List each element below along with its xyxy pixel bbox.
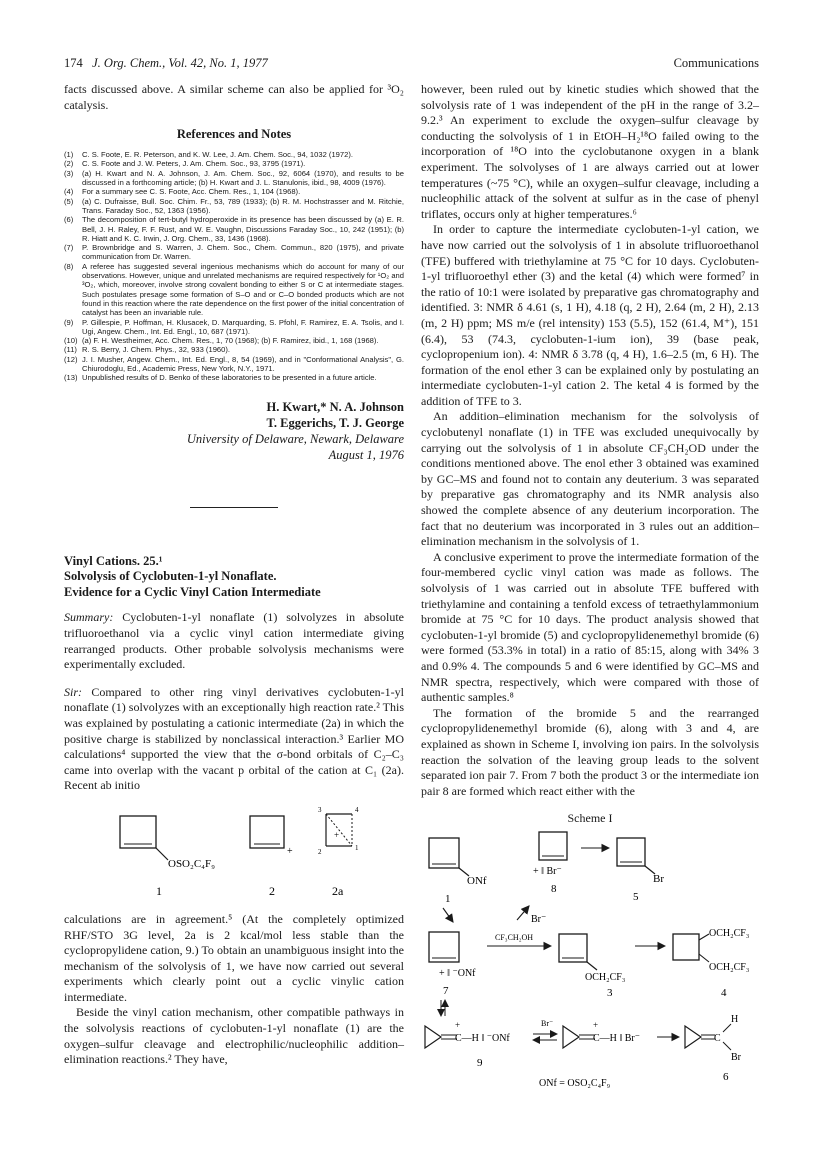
scheme-title: Scheme I — [567, 811, 613, 826]
article-title: Vinyl Cations. 25.¹ Solvolysis of Cyclobuten-1-yl Nonaflate. Evidence for a Cyclic Vinyl Cation Intermediate — [64, 553, 321, 599]
paragraph-capture: In order to capture the intermediate cyclobuten-1-yl cation, we have now carried out the solvolysis of 1 in absolute trifluoroethanol (TFE) buffered with triethylamine at 75 °C for 10 days. Cyclobuten-1-yl trifluoroethyl ether (3) and the ketal (4) which were formed⁷ in the ratio of 10:1 were isolated by preparative gas chromatography and identified. 3: NMR δ 4.61 (s, 1 H), 4.18 (q, 2 H), 2.64 (m, 2 H), 2.13 (m, 2 H) ppm; MS m/e (rel intensity) 153 (5.5), 152 (61.4, M⁺), 151 (6.4), 53 (74.3, cyclobuten-1-ium ion), 39 (base peak, cyclopropenium ion). 4: NMR δ 3.78 (q, 4 H), 1.6–2.5 (m, 6 H). The formation of the enol ether 3 can be explained only by postulating an intermediate cyclobuten-1-yl cation 2. The ketal 4 is formed by the addition of TFE to 3. — [421, 222, 759, 408]
svg-text:+: + — [593, 1020, 599, 1031]
beside-paragraph: Beside the vinyl cation mechanism, other compatible pathways in the solvolysis reactions of cyclobuten-1-yl nonaflate (1) are the oxygen–sulfur cleavage and electrophilic/nucleophilic addition–elimination reactions.² They have, — [64, 1005, 404, 1067]
svg-text:C—H ‖ Br⁻: C—H ‖ Br⁻ — [593, 1033, 640, 1045]
s1-number: 1 — [156, 883, 162, 898]
svg-text:3: 3 — [607, 987, 613, 1000]
svg-text:+: + — [455, 1020, 461, 1031]
svg-text:8: 8 — [551, 883, 557, 896]
scheme-svg — [421, 830, 759, 1092]
reference-item: (5) (a) C. Dufraisse, Bull. Soc. Chim. Fr., 53, 789 (1933); (b) R. M. Hochstrasser and M. Ritchie, Trans. Faraday Soc., 52, 1363 (1956). — [64, 196, 404, 215]
reference-item: (8) A referee has suggested several ingenious mechanisms which do account for many of our observations. However, unique and unrelated mechanisms are required respectively for ¹O₂ and ³O₂, which, moreover, involve strong covalent bonding to either S or C at intermediate stages. Such postulates presage some formation of S–O and or C–O bonded products which are not found in this reaction where the rate dependence on the first power of the initial concentration of catalyst has been an invariable rule. — [64, 261, 404, 318]
svg-text:+ ‖ ⁻ONf: + ‖ ⁻ONf — [439, 968, 476, 980]
continued-paragraph: facts discussed above. A similar scheme can also be applied for ³O₂ catalysis. — [64, 82, 404, 112]
s2a-c2: 2 — [318, 847, 322, 856]
svg-text:1: 1 — [445, 893, 451, 906]
reference-item: (11) R. S. Berry, J. Chem. Phys., 32, 933 (1960). — [64, 345, 230, 355]
scheme-compound-6 — [685, 1014, 742, 1083]
svg-text:4: 4 — [721, 987, 727, 1000]
svg-text:OCH₂CF₃: OCH₂CF₃ — [709, 928, 750, 940]
structure-1 — [120, 816, 215, 898]
scheme-ion-pair-br — [563, 1020, 640, 1048]
paragraph-ion-pairs: The formation of the bromide 5 and the rearranged cyclopropylidenemethyl bromide (6), along with 3 and 4, are explained as shown in Scheme I, involving ion pairs. In the solvolysis reaction the solvation of the leaving group leads to the solvent separated ion pair 7. From 7 both the product 3 or the intermediate ion pair 8 are formed which react either with the — [421, 705, 759, 798]
svg-text:7: 7 — [443, 985, 449, 998]
calculations-paragraph: calculations are in agreement.⁵ (At the completely optimized RHF/STO 3G level, 2a is 2 kcal/mol less stable than the cyclopropylidene cation, 9.) To obtain an unambiguous insight into the mechanism of the solvolysis of 1, we have now carried out several experiments which clearly point out a cyclic vinylic cation intermediate. — [64, 911, 404, 1004]
scheme-compound-4 — [673, 928, 749, 999]
right-column — [421, 82, 759, 1092]
section-divider — [190, 507, 278, 508]
authors: H. Kwart,* N. A. Johnson T. Eggerichs, T. J. George — [266, 399, 404, 430]
s2a-c1: 1 — [355, 843, 359, 852]
svg-text:Br⁻: Br⁻ — [541, 1019, 554, 1029]
svg-text:C—H ‖ ⁻ONf: C—H ‖ ⁻ONf — [455, 1033, 510, 1045]
scheme-ion-pair-9 — [425, 1020, 510, 1069]
svg-text:5: 5 — [633, 891, 639, 904]
svg-text:OCH₂CF₃: OCH₂CF₃ — [709, 962, 750, 974]
s2-charge: + — [287, 845, 293, 857]
scheme-figure — [421, 830, 759, 1092]
reference-item: (12) J. I. Musher, Angew. Chem., Int. Ed. Engl., 8, 54 (1969), and in "Conformational Analysis", G. Chiurodoglu, Ed., Academic Press, New York, N.Y., 1971. — [64, 354, 404, 374]
svg-text:Br: Br — [653, 873, 664, 886]
reference-item: (6) The decomposition of tert-butyl hydroperoxide in its presence has been discussed by (a) E. R. Bell, J. H. Raley, F. F. Rust, and W. E. Vaughn, Discussions Faraday Soc., 10, 242 (1951); (b) R. Hiatt and K. C. Irwin, J. Org. Chem., 33, 1436 (1968). — [64, 215, 404, 243]
reference-item: (10) (a) F. H. Westheimer, Acc. Chem. Res., 1, 70 (1968); (b) F. Ramirez, ibid., 1, 168 (1968). — [64, 336, 379, 346]
scheme-legend: ONf = OSO₂C₄F₉ — [539, 1078, 611, 1090]
scheme-compound-3 — [559, 934, 625, 999]
scheme-reagent: CF₃CH₂OH — [495, 933, 534, 943]
structures-figure — [64, 794, 404, 912]
structure-2a — [318, 806, 359, 898]
svg-text:H: H — [731, 1014, 739, 1026]
s1-substituent: OSO₂C₄F₉ — [168, 857, 215, 870]
structure-2 — [250, 816, 293, 898]
sir-paragraph: Sir: Compared to other ring vinyl derivatives cyclobuten-1-yl nonaflate (1) solvolyzes with an exceptionally high reaction rate.² This was explained by postulating a cationic intermediate (2a) in which the positive charge is stabilized by nonclassical interaction.³ Earlier MO calculations⁴ supported the view that the σ-bond orbitals of C₂–C₃ came into overlap with the vacant p orbital of the cation at C₁ (2a). Recent ab initio — [64, 684, 404, 793]
paragraph-bromide: A conclusive experiment to prove the intermediate formation of the four-membered cyclic vinyl cation was made as follows. The solvolysis of 1 was carried out in absolute TFE buffered with triethylamine and containing a tenfold excess of tetraethylammonium bromide at 75 °C for 10 days. The product analysis showed that cyclobuten-1-yl bromide (5) and cyclopropylidenemethyl bromide (6) were formed (53.3% in total) in a ratio of 85:15, along with 34% 3 and 0.9% 4. The compounds 5 and 6 were identified by GC–MS and NMR spectra, respectively, which were compared with those of authentic samples.⁸ — [421, 549, 759, 705]
reference-item: (2) C. S. Foote and J. W. Peters, J. Am. Chem. Soc., 93, 3795 (1971). — [64, 159, 306, 169]
page-number: 174 — [64, 56, 83, 70]
svg-text:9: 9 — [477, 1057, 483, 1070]
section-name: Communications — [673, 56, 759, 70]
paragraph-kinetics: however, been ruled out by kinetic studies which showed that the solvolysis rate of 1 was independent of the pH in the range of 3.2–9.2.³ An experiment to exclude the oxygen–sulfur cleavage by conducting the solvolysis of 1 in EtOH–H₂¹⁸O failed owing to the incorporation of ¹⁸O into the cyclobutanone oxygen in a blank experiment. The solvolyses of 1 are always carried out at lower temperatures (~75 °C), while an oxygen–sulfur cleavage, including a nucleophilic attack of the solvent at sulfur as in the case of phenyl triflates, occurs only at higher temperatures.⁶ — [421, 82, 759, 221]
svg-text:Br⁻: Br⁻ — [531, 914, 547, 926]
reference-list — [64, 150, 404, 382]
svg-text:+: + — [334, 829, 340, 840]
reference-item: (7) P. Brownbridge and S. Warren, J. Chem. Soc., Chem. Commun., 820 (1975), and private communication from Dr. Warren. — [64, 243, 404, 262]
summary-paragraph: Summary: Cyclobuten-1-yl nonaflate (1) solvolyzes in absolute trifluoroethanol via a cyclic vinyl cation intermediate giving rearranged products. Other probable solvolysis mechanisms were experimentally excluded. — [64, 610, 404, 672]
s2a-c3: 3 — [318, 805, 322, 814]
reference-item: (13) Unpublished results of D. Benko of these laboratories to be presented in a future article. — [64, 373, 377, 383]
svg-text:OCH₂CF₃: OCH₂CF₃ — [585, 972, 626, 984]
scheme-compound-1 — [429, 838, 487, 905]
paragraph-deuterium: An addition–elimination mechanism for the solvolysis of cyclobutenyl nonaflate (1) in TFE was excluded unequivocally by carrying out the solvolysis of 1 in absolute CF₃CH₂OD under the conditions mentioned above. The enol ether 3 obtained was examined by GC–MS and found not to contain any deuterium. 3 was separated by preparative gas chromatography and its NMR analysis also showed the complete absence of any deuterium incorporation. The fact that no deuterium was incorporated in 3 rules out an addition–elimination mechanism in the solvolysis of 1. — [421, 409, 759, 549]
svg-text:ONf: ONf — [467, 875, 487, 888]
svg-text:Br: Br — [731, 1052, 741, 1064]
s2a-c4: 4 — [355, 805, 359, 814]
reference-item: (3) (a) H. Kwart and N. A. Johnson, J. Am. Chem. Soc., 92, 6064 (1970), and results to be discussed in a forthcoming article; (b) H. Kwart and J. L. Stanulonis, ibid., 98, 4009 (1976). — [64, 168, 404, 188]
scheme-compound-7 — [429, 932, 476, 997]
affiliation: University of Delaware, Newark, Delaware — [186, 431, 404, 446]
scheme-compound-5 — [617, 838, 664, 903]
svg-text:6: 6 — [723, 1071, 729, 1084]
left-column — [64, 82, 404, 1068]
reference-item: (4) For a summary see C. S. Foote, Acc. Chem. Res., 1, 104 (1968). — [64, 187, 301, 197]
s2-number: 2 — [269, 883, 275, 898]
structures-svg — [64, 794, 404, 912]
references-heading: References and Notes — [176, 127, 292, 142]
reference-item: (9) P. Gillespie, P. Hoffman, H. Klusacek, D. Marquarding, S. Pfohl, F. Ramirez, E. A. Tsolis, and I. Ugi, Angew. Chem., Int. Ed. Engl., 10, 687 (1971). — [64, 317, 404, 336]
received-date: August 1, 1976 — [328, 447, 404, 462]
scheme-ion-pair-8 — [533, 832, 567, 895]
svg-text:+ ‖ Br⁻: + ‖ Br⁻ — [533, 866, 562, 878]
s2a-number: 2a — [332, 883, 344, 898]
journal-citation: J. Org. Chem., Vol. 42, No. 1, 1977 — [92, 56, 268, 70]
reference-item: (1) C. S. Foote, E. R. Peterson, and K. W. Lee, J. Am. Chem. Soc., 94, 1032 (1972). — [64, 150, 353, 160]
svg-text:C: C — [714, 1033, 721, 1045]
running-header — [64, 56, 268, 71]
